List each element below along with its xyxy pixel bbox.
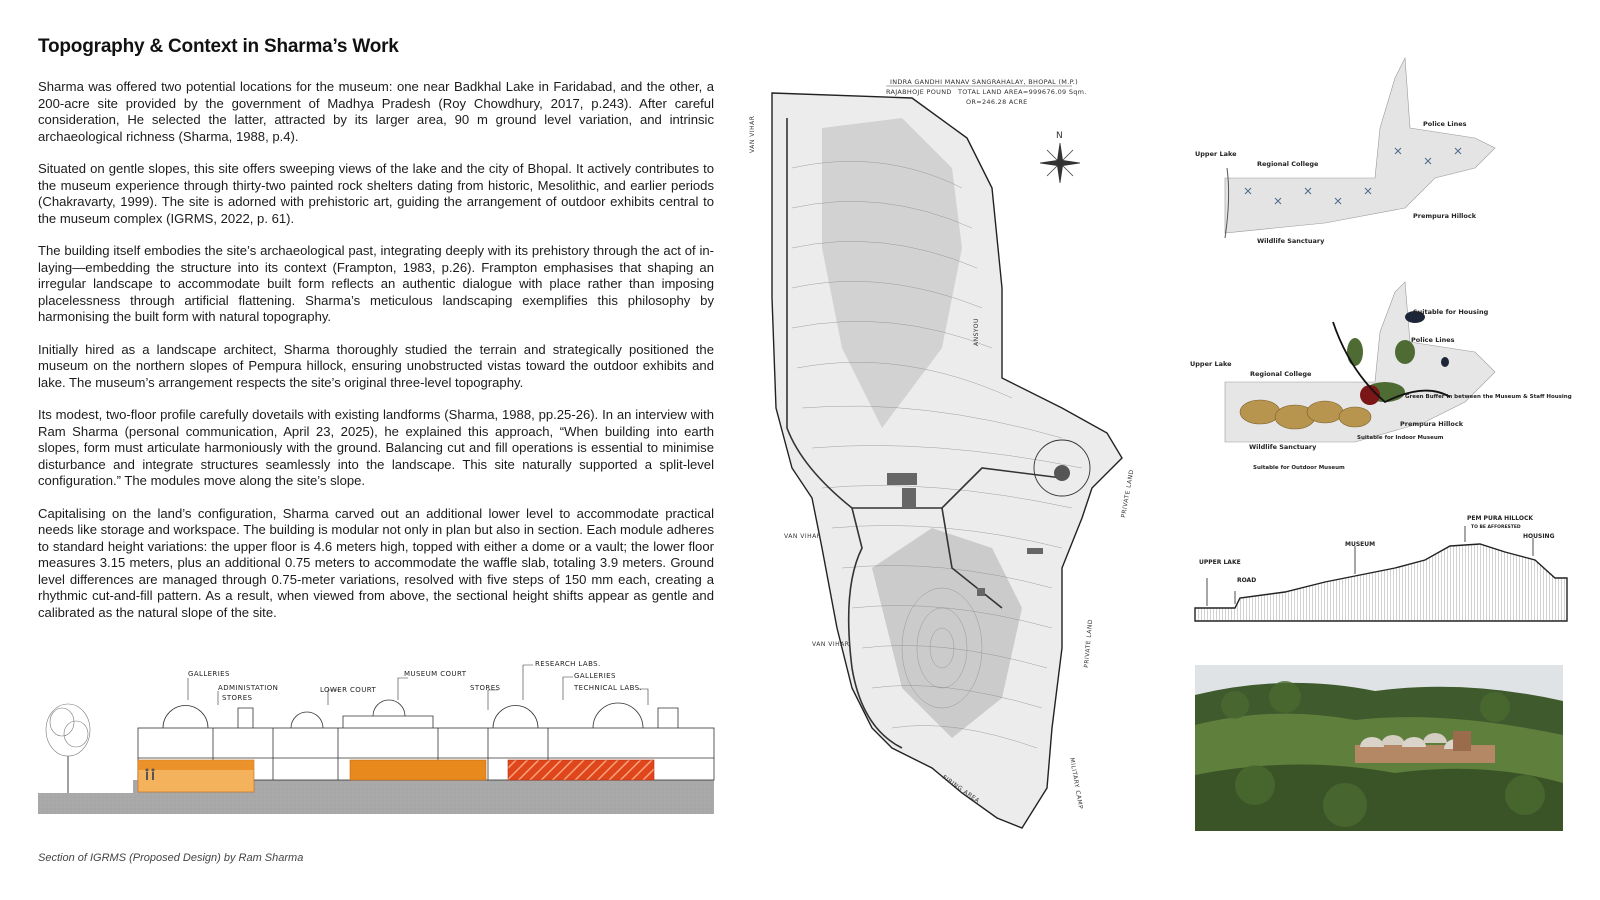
plan-label-firing-area: FIRING AREA	[940, 773, 981, 805]
paragraph-two-floor-profile: Its modest, two-floor profile carefully dovetails with existing landforms (Sharma, 1988, pp.25-26). In an interview with Ram Sharma (personal communication, April 23, 2025), he explained this approach, “When building into earth slopes, form must articulate harmoniously with the ground. Balancing cut and fill operations is essential to minimise disturbance and integrate structures seamlessly into the landscape. This site naturally supported a split-level configuration.” The modules move along the site’s slope.	[38, 407, 714, 488]
plan-label-private-land-2: PRIVATE LAND	[1083, 618, 1095, 669]
label-technical-labs: TECHNICAL LABS.	[574, 684, 643, 692]
existing-label-wildlife-sanctuary: Wildlife Sanctuary	[1257, 237, 1325, 245]
paragraph-in-laying: The building itself embodies the site’s archaeological past, integrating deeply with its prehistory through the act of in-laying—embedding the structure into its context (Frampton, 1983, p.26). Frampton emphasises that shaping an irregular landscape to accommodate built form reflects an authentic dialogue with place rather than imposing placelessness through artificial flattening. Sharma’s meticulous landscaping exemplifies this philosophy by harmonising the built form with natural topography.	[38, 243, 714, 324]
site-plan-map	[749, 48, 1178, 844]
profile-label-housing: HOUSING	[1523, 533, 1555, 540]
paragraph-landscape-architect: Initially hired as a landscape architect, Sharma thoroughly studied the terrain and strategically positioned the museum on the northern slopes of Pempura hillock, ensuring unobstructed vistas toward the outdoor exhibits and lake. The museum’s arrangement respects the site’s original three-level topography.	[38, 341, 714, 390]
proposed-label-wildlife-sanctuary: Wildlife Sanctuary	[1249, 443, 1317, 451]
profile-label-to-be-afforested: TO BE AFFORESTED	[1471, 525, 1521, 530]
paragraph-site-views: Situated on gentle slopes, this site offers sweeping views of the lake and the city of Bhopal. It actively contributes to the museum experience through thirty-two painted rock shelters dating from historic, Mesolithic, and earlier periods (Chakravarty, 1999). The site is adorned with prehistoric art, guiding the arrangement of outdoor exhibits central to the museum complex (IGRMS, 2022, p. 61).	[38, 161, 714, 226]
north-label: N	[1056, 131, 1063, 141]
museum-photo	[1195, 665, 1563, 831]
lower-floor-right	[508, 760, 654, 780]
paragraph-site-selection: Sharma was offered two potential locations for the museum: one near Badkhal Lake in Faridabad, and the other, a 200-acre site provided by the government of Madhya Pradesh (Roy Chowdhury, 2017, p.243). After careful consideration, He selected the latter, attracted by its larger area, 90 m ground level variation, and intrinsic archaeological richness (Sharma, 1988, p.4).	[38, 79, 714, 144]
body-text	[38, 79, 714, 637]
label-stores-right: STORES	[470, 684, 501, 692]
plan-label-van-vihar-mid: VAN VIHAR	[784, 533, 822, 540]
page-title: Topography & Context in Sharma’s Work	[38, 36, 399, 57]
plan-header-area: TOTAL LAND AREA=999676.09 Sqm.	[958, 88, 1087, 96]
label-lower-court: LOWER COURT	[320, 686, 377, 694]
existing-label-prempura-hillock: Prempura Hillock	[1413, 212, 1477, 220]
section-drawing	[38, 660, 714, 833]
proposed-zoning-diagram	[1190, 282, 1572, 482]
plan-label-van-vihar-top: VAN VIHAR	[749, 115, 756, 153]
plan-label-private-land-1: PRIVATE LAND	[1120, 468, 1136, 519]
label-museum-court: MUSEUM COURT	[404, 670, 467, 678]
plan-header-title: INDRA GANDHI MANAV SANGRAHALAY, BHOPAL (M.P.)	[890, 78, 1078, 86]
profile-label-museum: MUSEUM	[1345, 541, 1376, 548]
existing-site-diagram	[1195, 48, 1567, 256]
proposed-label-suitable-indoor: Suitable for Indoor Museum	[1357, 435, 1444, 441]
tree-icon	[46, 704, 90, 793]
profile-label-road: ROAD	[1237, 577, 1257, 584]
existing-label-regional-college: Regional College	[1257, 160, 1319, 168]
label-galleries-right: GALLERIES	[574, 672, 616, 680]
label-administation: ADMINISTATION	[218, 684, 279, 692]
label-stores-left: STORES	[222, 694, 253, 702]
label-research-labs: RESEARCH LABS.	[535, 660, 601, 668]
north-arrow-icon	[1040, 131, 1080, 183]
profile-label-upper-lake: UPPER LAKE	[1199, 559, 1241, 566]
profile-label-pem-pura-hillock: PEM PURA HILLOCK	[1467, 515, 1534, 522]
existing-site-terrain	[1225, 58, 1495, 233]
existing-label-upper-lake: Upper Lake	[1195, 150, 1237, 158]
proposed-label-suitable-outdoor: Suitable for Outdoor Museum	[1253, 465, 1345, 471]
plan-label-van-vihar-low: VAN VIHAR	[812, 641, 850, 648]
lower-floor-middle	[350, 760, 486, 780]
proposed-label-police-lines: Police Lines	[1411, 336, 1455, 344]
plan-header-acre: OR=246.28 ACRE	[966, 98, 1028, 106]
proposed-label-prempura-hillock: Prempura Hillock	[1400, 420, 1464, 428]
plan-label-military-camp: MILITARY CAMP	[1068, 757, 1085, 810]
plan-header-pound: RAJABHOJE POUND	[886, 88, 952, 96]
proposed-label-suitable-housing: Suitable for Housing	[1413, 308, 1489, 316]
proposed-label-regional-college: Regional College	[1250, 370, 1312, 378]
proposed-label-green-buffer: Green Buffer in between the Museum & Staff Housing	[1405, 394, 1572, 400]
paragraph-modular-section: Capitalising on the land’s configuration, Sharma carved out an additional lower level to accommodate practical needs like storage and workspace. The building is modular not only in plan but also in section. Each module adheres to standard height variations: the upper floor is 4.6 meters high, topped with either a dome or a vault; the lower floor measures 3.15 meters, plus an additional 0.75 meters to accommodate the waffle slab, totaling 3.9 meters. Ground level differences are managed through 0.75-meter variations, resolved with five steps of 150 mm each, creating a rhythmic cut-and-fill pattern. As a result, when viewed from above, the sectional height shifts appear as gentle and calibrated as the natural slope of the site.	[38, 505, 714, 620]
proposed-label-upper-lake: Upper Lake	[1190, 360, 1232, 368]
plan-label-ansyou: ANSYOU	[973, 318, 980, 346]
label-galleries: GALLERIES	[188, 670, 230, 678]
terrain-profile-section	[1195, 516, 1567, 638]
figure-caption: Section of IGRMS (Proposed Design) by Ram Sharma	[38, 852, 304, 864]
existing-label-police-lines: Police Lines	[1423, 120, 1467, 128]
